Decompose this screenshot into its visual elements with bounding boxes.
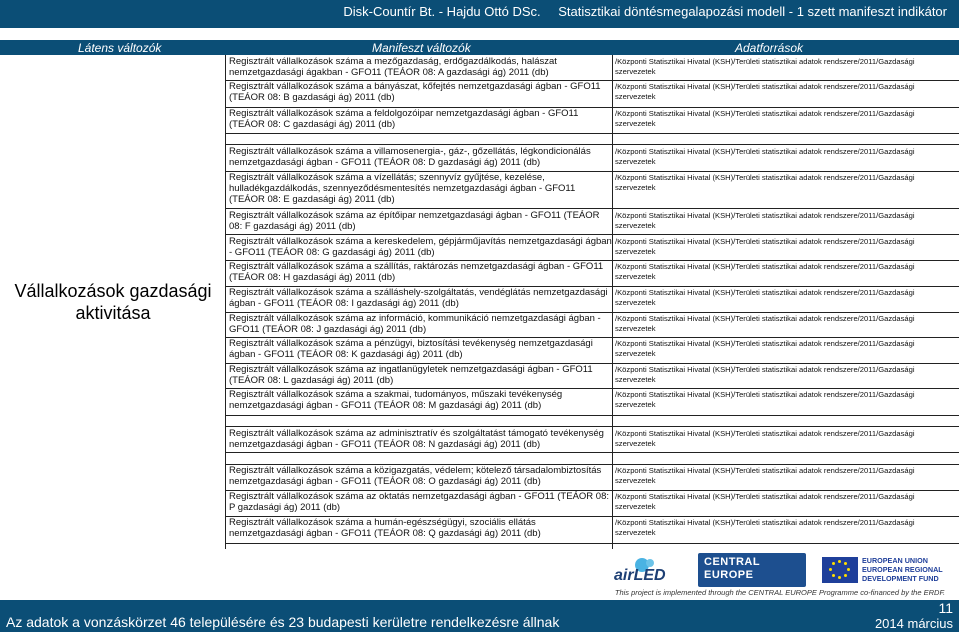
header-company: Disk-Countír Bt. - Hajdu Ottó DSc. — [343, 4, 541, 19]
column-divider — [612, 55, 613, 549]
column-divider — [225, 55, 226, 549]
source-cell: /Központi Statisztikai Hivatal (KSH)/Területi statisztikai adatok rendszere/2011/Gazdasági szervezetek — [615, 390, 915, 409]
eu-flag-icon — [822, 557, 858, 583]
page-number: 11 — [938, 600, 953, 616]
column-header-manifest: Manifeszt változók — [372, 41, 471, 55]
source-cell: /Központi Statisztikai Hivatal (KSH)/Területi statisztikai adatok rendszere/2011/Gazdasági szervezetek — [615, 288, 915, 307]
indicator-cell: Regisztrált vállalkozások száma az oktatás nemzetgazdasági ágban - GFO11 (TEÁOR 08: P gazdasági ág) 2011 (db) — [229, 491, 609, 513]
airled-logo-text: airLED — [614, 567, 666, 584]
indicator-cell: Regisztrált vállalkozások száma a közigazgatás, védelem; kötelező társadalombiztosítás nemzetgazdasági ágban - GFO11 (TEÁOR 08: O gazdasági ág) 2011 (db) — [229, 465, 602, 487]
source-cell: /Központi Statisztikai Hivatal (KSH)/Területi statisztikai adatok rendszere/2011/Gazdasági szervezetek — [615, 262, 915, 281]
row-divider — [226, 234, 959, 235]
latent-variable-cell: Vállalkozások gazdasági aktivitása — [14, 281, 212, 323]
top-header-bar — [0, 0, 959, 28]
eu-logo-text: EUROPEAN UNION EUROPEAN REGIONAL DEVELOPMENT FUND — [862, 556, 943, 583]
indicator-cell: Regisztrált vállalkozások száma a szakmai, tudományos, műszaki tevékenység nemzetgazdasági ágban - GFO11 (TEÁOR 08: M gazdasági ág) 2011 (db) — [229, 389, 563, 411]
header-text — [329, 4, 947, 19]
indicator-cell: Regisztrált vállalkozások száma a mezőgazdaság, erdőgazdálkodás, halászat nemzetgazdasági ágakban - GFO11 (TEÁOR 08: A gazdasági ág) 2011 (db) — [229, 56, 557, 78]
indicator-cell: Regisztrált vállalkozások száma az adminisztratív és szolgáltatást támogató tevékenység nemzetgazdasági ágban - GFO11 (TEÁOR 08: N gazdasági ág) 2011 (db) — [229, 428, 604, 450]
source-cell: /Központi Statisztikai Hivatal (KSH)/Területi statisztikai adatok rendszere/2011/Gazdasági szervezetek — [615, 173, 915, 192]
indicator-cell: Regisztrált vállalkozások száma a feldolgozóipar nemzetgazdasági ágban - GFO11 (TEÁOR 08: C gazdasági ág) 2011 (db) — [229, 108, 579, 130]
indicator-cell: Regisztrált vállalkozások száma a kereskedelem, gépjárműjavítás nemzetgazdasági ágban - GFO11 (TEÁOR 08: G gazdasági ág) 2011 (db) — [229, 236, 612, 258]
row-divider — [226, 426, 959, 427]
indicator-cell: Regisztrált vállalkozások száma a villamosenergia-, gáz-, gőzellátás, légkondicionálás nemzetgazdasági ágban - GFO11 (TEÁOR 08: D gazdasági ág) 2011 (db) — [229, 146, 591, 168]
row-divider — [226, 452, 959, 453]
row-divider — [226, 208, 959, 209]
column-header-latent: Látens változók — [78, 41, 162, 55]
source-cell: /Központi Statisztikai Hivatal (KSH)/Területi statisztikai adatok rendszere/2011/Gazdasági szervezetek — [615, 82, 915, 101]
column-header-row — [0, 40, 959, 55]
indicator-cell: Regisztrált vállalkozások száma a szálláshely-szolgáltatás, vendéglátás nemzetgazdasági ágban - GFO11 (TEÁOR 08: I gazdasági ág) 2011 (db) — [229, 287, 608, 309]
source-cell: /Központi Statisztikai Hivatal (KSH)/Területi statisztikai adatok rendszere/2011/Gazdasági szervezetek — [615, 492, 915, 511]
footer-text: Az adatok a vonzáskörzet 46 településére és 23 budapesti kerületre rendelkezésre állnak — [6, 614, 560, 630]
programme-note: This project is implemented through the CENTRAL EUROPE Programme co-financed by the ERDF. — [614, 588, 946, 597]
footer-date: 2014 március — [874, 616, 953, 631]
eu-logo — [822, 555, 946, 587]
indicator-cell: Regisztrált vállalkozások száma a humán-egészségügyi, szociális ellátás nemzetgazdasági ágban - GFO11 (TEÁOR 08: Q gazdasági ág) 2011 (db) — [229, 517, 541, 539]
source-cell: /Központi Statisztikai Hivatal (KSH)/Területi statisztikai adatok rendszere/2011/Gazdasági szervezetek — [615, 339, 915, 358]
indicator-cell: Regisztrált vállalkozások száma a vízellátás; szennyvíz gyűjtése, kezelése, hulladékgazdálkodás, szennyeződésmentesítés nemzetgazdasági ágban - GFO11 (TEÁOR 08: E gazdasági ág) 2011 (db) — [229, 172, 576, 205]
source-cell: /Központi Statisztikai Hivatal (KSH)/Területi statisztikai adatok rendszere/2011/Gazdasági szervezetek — [615, 211, 915, 230]
source-cell: /Központi Statisztikai Hivatal (KSH)/Területi statisztikai adatok rendszere/2011/Gazdasági szervezetek — [615, 147, 915, 166]
central-europe-logo — [698, 553, 806, 587]
footer-bar — [0, 600, 959, 632]
column-header-sources: Adatforrások — [735, 41, 804, 55]
indicator-cell: Regisztrált vállalkozások száma az információ, kommunikáció nemzetgazdasági ágban - GFO11 (TEÁOR 08: J gazdasági ág) 2011 (db) — [229, 313, 601, 335]
source-cell: /Központi Statisztikai Hivatal (KSH)/Területi statisztikai adatok rendszere/2011/Gazdasági szervezetek — [615, 109, 915, 128]
indicator-cell: Regisztrált vállalkozások száma az ingatlanügyletek nemzetgazdasági ágban - GFO11 (TEÁOR 08: L gazdasági ág) 2011 (db) — [229, 364, 593, 386]
indicator-cell: Regisztrált vállalkozások száma a bányászat, kőfejtés nemzetgazdasági ágban - GFO11 (TEÁOR 08: B gazdasági ág) 2011 (db) — [229, 81, 601, 103]
source-cell: /Központi Statisztikai Hivatal (KSH)/Területi statisztikai adatok rendszere/2011/Gazdasági szervezetek — [615, 237, 915, 256]
indicator-cell: Regisztrált vállalkozások száma az építőipar nemzetgazdasági ágban - GFO11 (TEÁOR 08: F gazdasági ág) 2011 (db) — [229, 210, 600, 232]
row-divider — [226, 144, 959, 145]
source-cell: /Központi Statisztikai Hivatal (KSH)/Területi statisztikai adatok rendszere/2011/Gazdasági szervezetek — [615, 57, 915, 76]
source-cell: /Központi Statisztikai Hivatal (KSH)/Területi statisztikai adatok rendszere/2011/Gazdasági szervezetek — [615, 314, 915, 333]
source-cell: /Központi Statisztikai Hivatal (KSH)/Területi statisztikai adatok rendszere/2011/Gazdasági szervezetek — [615, 466, 915, 485]
row-divider — [226, 133, 959, 134]
airled-logo — [612, 555, 666, 589]
source-cell: /Központi Statisztikai Hivatal (KSH)/Területi statisztikai adatok rendszere/2011/Gazdasági szervezetek — [615, 365, 915, 384]
row-divider — [226, 415, 959, 416]
row-divider — [226, 543, 959, 544]
central-europe-text: CENTRAL EUROPE — [704, 556, 761, 581]
header-title: Statisztikai döntésmegalapozási modell - 1 szett manifeszt indikátor — [558, 4, 947, 19]
source-cell: /Központi Statisztikai Hivatal (KSH)/Területi statisztikai adatok rendszere/2011/Gazdasági szervezetek — [615, 518, 915, 537]
indicator-cell: Regisztrált vállalkozások száma a pénzügyi, biztosítási tevékenység nemzetgazdasági ágban - GFO11 (TEÁOR 08: K gazdasági ág) 2011 (db) — [229, 338, 593, 360]
source-cell: /Központi Statisztikai Hivatal (KSH)/Területi statisztikai adatok rendszere/2011/Gazdasági szervezetek — [615, 429, 915, 448]
indicator-cell: Regisztrált vállalkozások száma a szállítás, raktározás nemzetgazdasági ágban - GFO11 (TEÁOR 08: H gazdasági ág) 2011 (db) — [229, 261, 604, 283]
